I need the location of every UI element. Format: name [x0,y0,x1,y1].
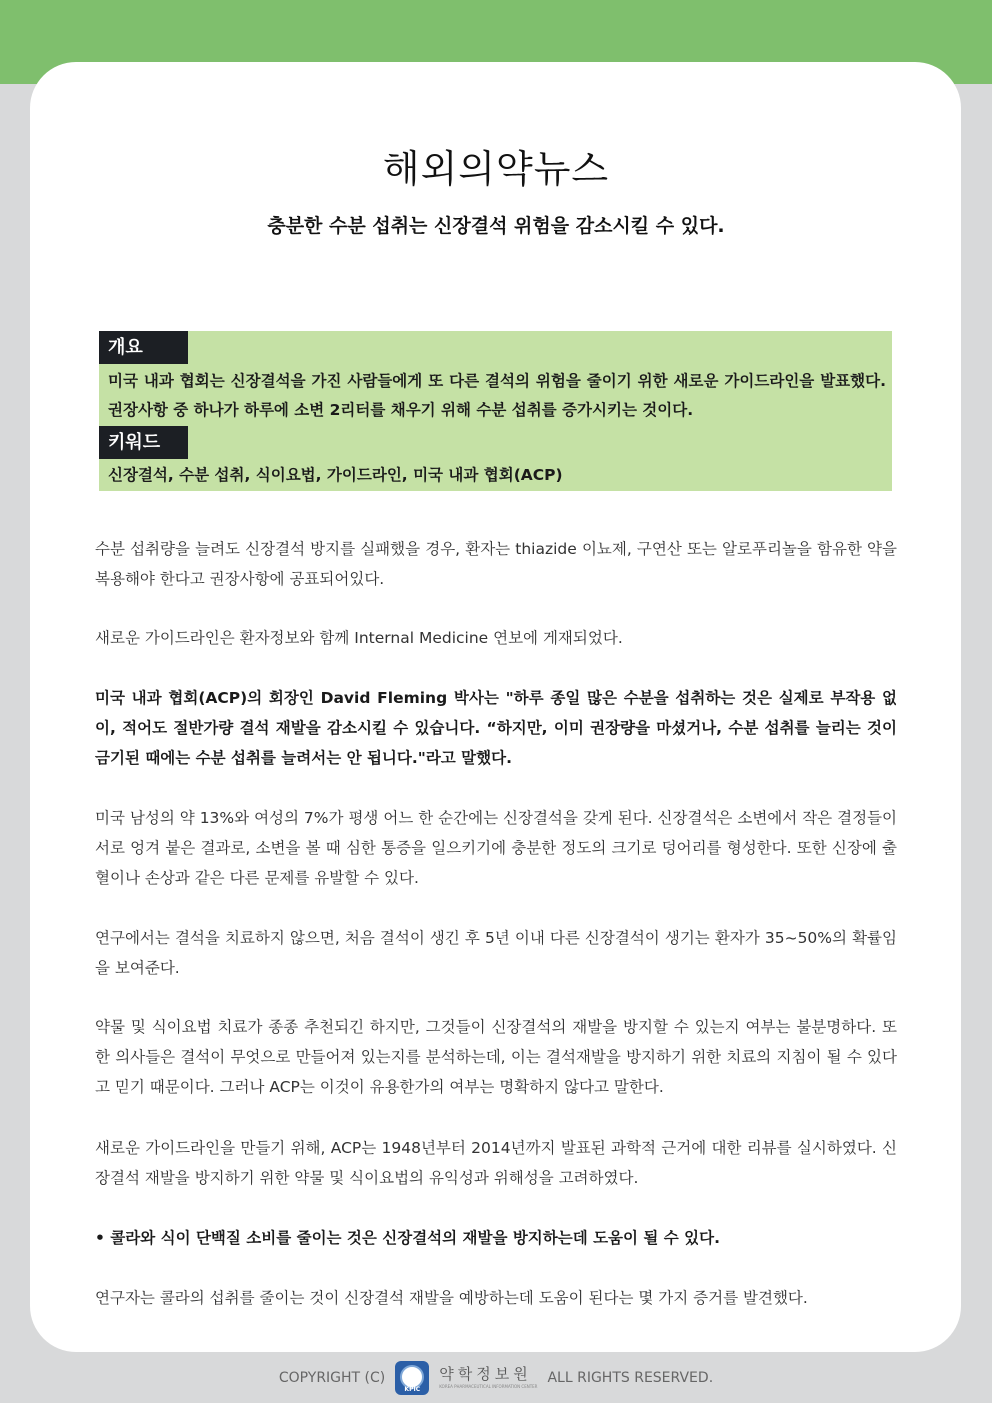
footer [0,1358,992,1398]
rights-text: ALL RIGHTS RESERVED. [547,1370,714,1386]
page-title: 해외의약뉴스 [382,147,610,191]
summary-box [99,331,892,491]
paragraph-6: 약물 및 식이요법 치료가 종종 추천되긴 하지만, 그것들이 신장결석의 재발을 방지할 수 있는지 여부는 불분명하다. 또한 의사들은 결석이 무엇으로 만들어져 있는지를 분석하는데, 이는 결석재발을 방지하기 위한 치료의 지침이 될 수 있다고 믿기 때문이다. 그러나 ACP는 이것이 유용한가의 여부는 명확하지 않다고 말한다. [95,1018,897,1096]
paragraph-4: 미국 남성의 약 13%와 여성의 7%가 평생 어느 한 순간에는 신장결석을 갖게 된다. 신장결석은 소변에서 작은 결정들이 서로 엉겨 붙은 결과로, 소변을 볼 때 심한 통증을 일으키기에 충분한 정도의 크기로 덩어리를 형성한다. 또한 신장에 출혈이나 손상과 같은 다른 문제를 유발할 수 있다. [95,809,897,887]
kpic-logo-icon [395,1361,429,1395]
copyright-text: COPYRIGHT (C) [278,1370,386,1386]
paragraph-9: 연구자는 콜라의 섭취를 줄이는 것이 신장결석 재발을 예방하는데 도움이 된다는 몇 가지 증거를 발견했다. [95,1289,808,1307]
org-block [439,1367,537,1389]
paragraph-1: 수분 섭취량을 늘려도 신장결석 방지를 실패했을 경우, 환자는 thiazide 이뇨제, 구연산 또는 알로푸리놀을 함유한 약을 복용해야 한다고 권장사항에 공표되어있다. [95,540,897,588]
paragraph-7: 새로운 가이드라인을 만들기 위해, ACP는 1948년부터 2014년까지 발표된 과학적 근거에 대한 리뷰를 실시하였다. 신장결석 재발을 방지하기 위한 약물 및 식이요법의 유익성과 위해성을 고려하였다. [95,1139,897,1187]
overview-label: 개요 [99,331,188,364]
logo-text: KPIC [404,1386,421,1393]
keyword-label: 키워드 [99,426,188,459]
bullet-point: • 콜라와 식이 단백질 소비를 줄이는 것은 신장결석의 재발을 방지하는데 도움이 될 수 있다. [95,1229,720,1247]
org-english: KOREA PHARMACEUTICAL INFORMATION CENTER [439,1384,538,1389]
paragraph-2: 새로운 가이드라인은 환자정보와 함께 Internal Medicine 연보에 게재되었다. [95,629,623,647]
org-name: 약학정보원 [439,1365,532,1383]
overview-text: 미국 내과 협회는 신장결석을 가진 사람들에게 또 다른 결석의 위험을 줄이기 위한 새로운 가이드라인을 발표했다. 권장사항 중 하나가 하루에 소변 2리터를 채우기 위해 수분 섭취를 증가시키는 것이다. [108,372,886,419]
keyword-text: 신장결석, 수분 섭취, 식이요법, 가이드라인, 미국 내과 협회(ACP) [108,466,563,484]
paragraph-5: 연구에서는 결석을 치료하지 않으면, 처음 결석이 생긴 후 5년 이내 다른 신장결석이 생기는 환자가 35~50%의 확률임을 보여준다. [95,929,897,977]
paragraph-3-quote: 미국 내과 협회(ACP)의 회장인 David Fleming 박사는 "하루 종일 많은 수분을 섭취하는 것은 실제로 부작용 없이, 적어도 절반가량 결석 재발을 감소시킬 수 있습니다. “하지만, 이미 권장량을 마셨거나, 수분 섭취를 늘리는 것이 금기된 때에는 수분 섭취를 늘려서는 안 됩니다."라고 말했다. [95,689,897,767]
article-headline: 충분한 수분 섭취는 신장결석 위험을 감소시킬 수 있다. [267,215,725,237]
